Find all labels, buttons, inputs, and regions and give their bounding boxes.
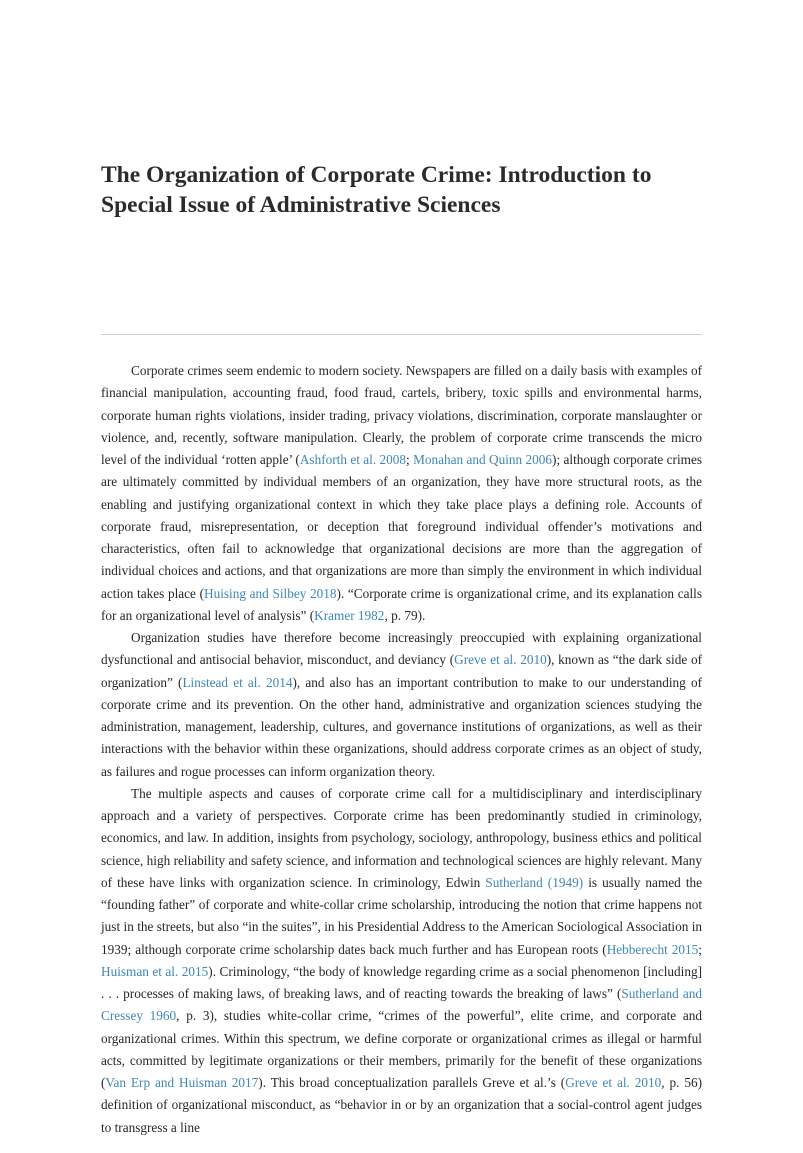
citation-link[interactable]: Ashforth et al. 2008 xyxy=(299,452,407,467)
citation-link[interactable]: Sutherland and Cressey 1960 xyxy=(101,986,702,1024)
paragraph-text: , p. 56) definition of organizational misconduct, as “behavior in or by an organization that a social-control agent judges to transgress a line xyxy=(101,1075,702,1135)
citation-link[interactable]: Kramer 1982 xyxy=(314,607,385,623)
body-paragraph xyxy=(101,360,702,627)
article-title-line: The Organization of Corporate Crime: Introduction to xyxy=(101,162,652,188)
citation-link[interactable]: Greve et al. 2010 xyxy=(454,652,547,668)
citation-link[interactable]: Huising and Silbey 2018 xyxy=(204,585,337,601)
paragraph-text: is usually named the “founding father” of corporate and white-collar crime scholarship, introducing the notion that crime happens not just in the streets, but also “in the suites”, in his Presidential Address to the American Sociological Association in 1939; although corporate crime scholarship dates back much further and has European roots ( xyxy=(101,874,703,957)
article-title-line: Special Issue of Administrative Sciences xyxy=(101,192,501,218)
paragraph-text: ). This broad conceptualization parallels Greve et al.’s ( xyxy=(258,1075,566,1090)
section-divider xyxy=(101,334,702,335)
citation-link[interactable]: Hebberecht 2015 xyxy=(606,941,699,957)
article-body xyxy=(101,360,702,1139)
citation-link[interactable]: Huisman et al. 2015 xyxy=(101,963,209,979)
paragraph-text: ), and also has an important contribution to make to our understanding of corporate crime and its prevention. On the other hand, administrative and organization sciences studying the administration, management, leadership, cultures, and governance institutions of organizations, as well as their interactions with the behavior within these organizations, should address corporate crimes as an object of study, as failures and rogue processes can inform organization theory. xyxy=(101,674,702,779)
citation-link[interactable]: Van Erp and Huisman 2017 xyxy=(105,1075,259,1090)
paragraph-text: ; xyxy=(406,452,414,467)
body-paragraph xyxy=(101,627,702,783)
citation-link[interactable]: Greve et al. 2010 xyxy=(565,1075,662,1090)
paragraph-text: ). “Corporate crime is organizational crime, and its explanation calls for an organizational level of analysis” ( xyxy=(101,585,702,623)
paragraph-text: ), known as “the dark side of organization” ( xyxy=(101,652,702,690)
body-paragraph xyxy=(101,783,702,1139)
paragraph-text: , p. 79). xyxy=(384,607,426,623)
citation-link[interactable]: Linstead et al. 2014 xyxy=(182,674,293,690)
paragraph-text: Organization studies have therefore become increasingly preoccupied with explaining organizational dysfunctional and antisocial behavior, misconduct, and deviancy ( xyxy=(101,630,702,668)
paragraph-text: ; xyxy=(698,941,702,957)
article-title xyxy=(101,160,721,220)
citation-link[interactable]: Monahan and Quinn 2006 xyxy=(413,452,553,467)
paragraph-text: ); although corporate crimes are ultimately committed by individual members of an organization, they have more structural roots, as the enabling and justifying organizational context in which they take place plays a defining role. Accounts of corporate fraud, misrepresentation, or deception that foreground individual offender’s motivations and characteristics, often fail to acknowledge that organizational decisions are more than the aggregation of individual choices and actions, and that organizations are more than simply the environment in which individual action takes place ( xyxy=(101,452,702,601)
paragraph-text: The multiple aspects and causes of corporate crime call for a multidisciplinary and interdisciplinary approach and a variety of perspectives. Corporate crime has been predominantly studied in criminology, economics, and law. In addition, insights from psychology, sociology, anthropology, business ethics and political science, high reliability and safety science, and information and technological sciences are highly relevant. Many of these have links with organization science. In criminology, Edwin xyxy=(101,785,702,890)
paragraph-text: , p. 3), studies white-collar crime, “crimes of the powerful”, elite crime, and corporate and organizational crimes. Within this spectrum, we define corporate or organizational crimes as illegal or harmful acts, committed by legitimate organizations or their members, primarily for the benefit of these organizations ( xyxy=(101,1008,703,1090)
paragraph-text: Corporate crimes seem endemic to modern society. Newspapers are filled on a daily basis with examples of financial manipulation, accounting fraud, food fraud, cartels, bribery, toxic spills and environmental harms, corporate human rights violations, insider trading, privacy violations, discrimination, corporate manslaughter or violence, and, recently, software manipulation. Clearly, the problem of corporate crime transcends the micro level of the individual ‘rotten apple’ ( xyxy=(101,363,702,467)
paragraph-text: ). Criminology, “the body of knowledge regarding crime as a social phenomenon [including] . . . processes of making laws, of breaking laws, and of reacting towards the breaking of laws” ( xyxy=(101,963,702,1001)
citation-link[interactable]: Sutherland (1949) xyxy=(485,874,584,890)
